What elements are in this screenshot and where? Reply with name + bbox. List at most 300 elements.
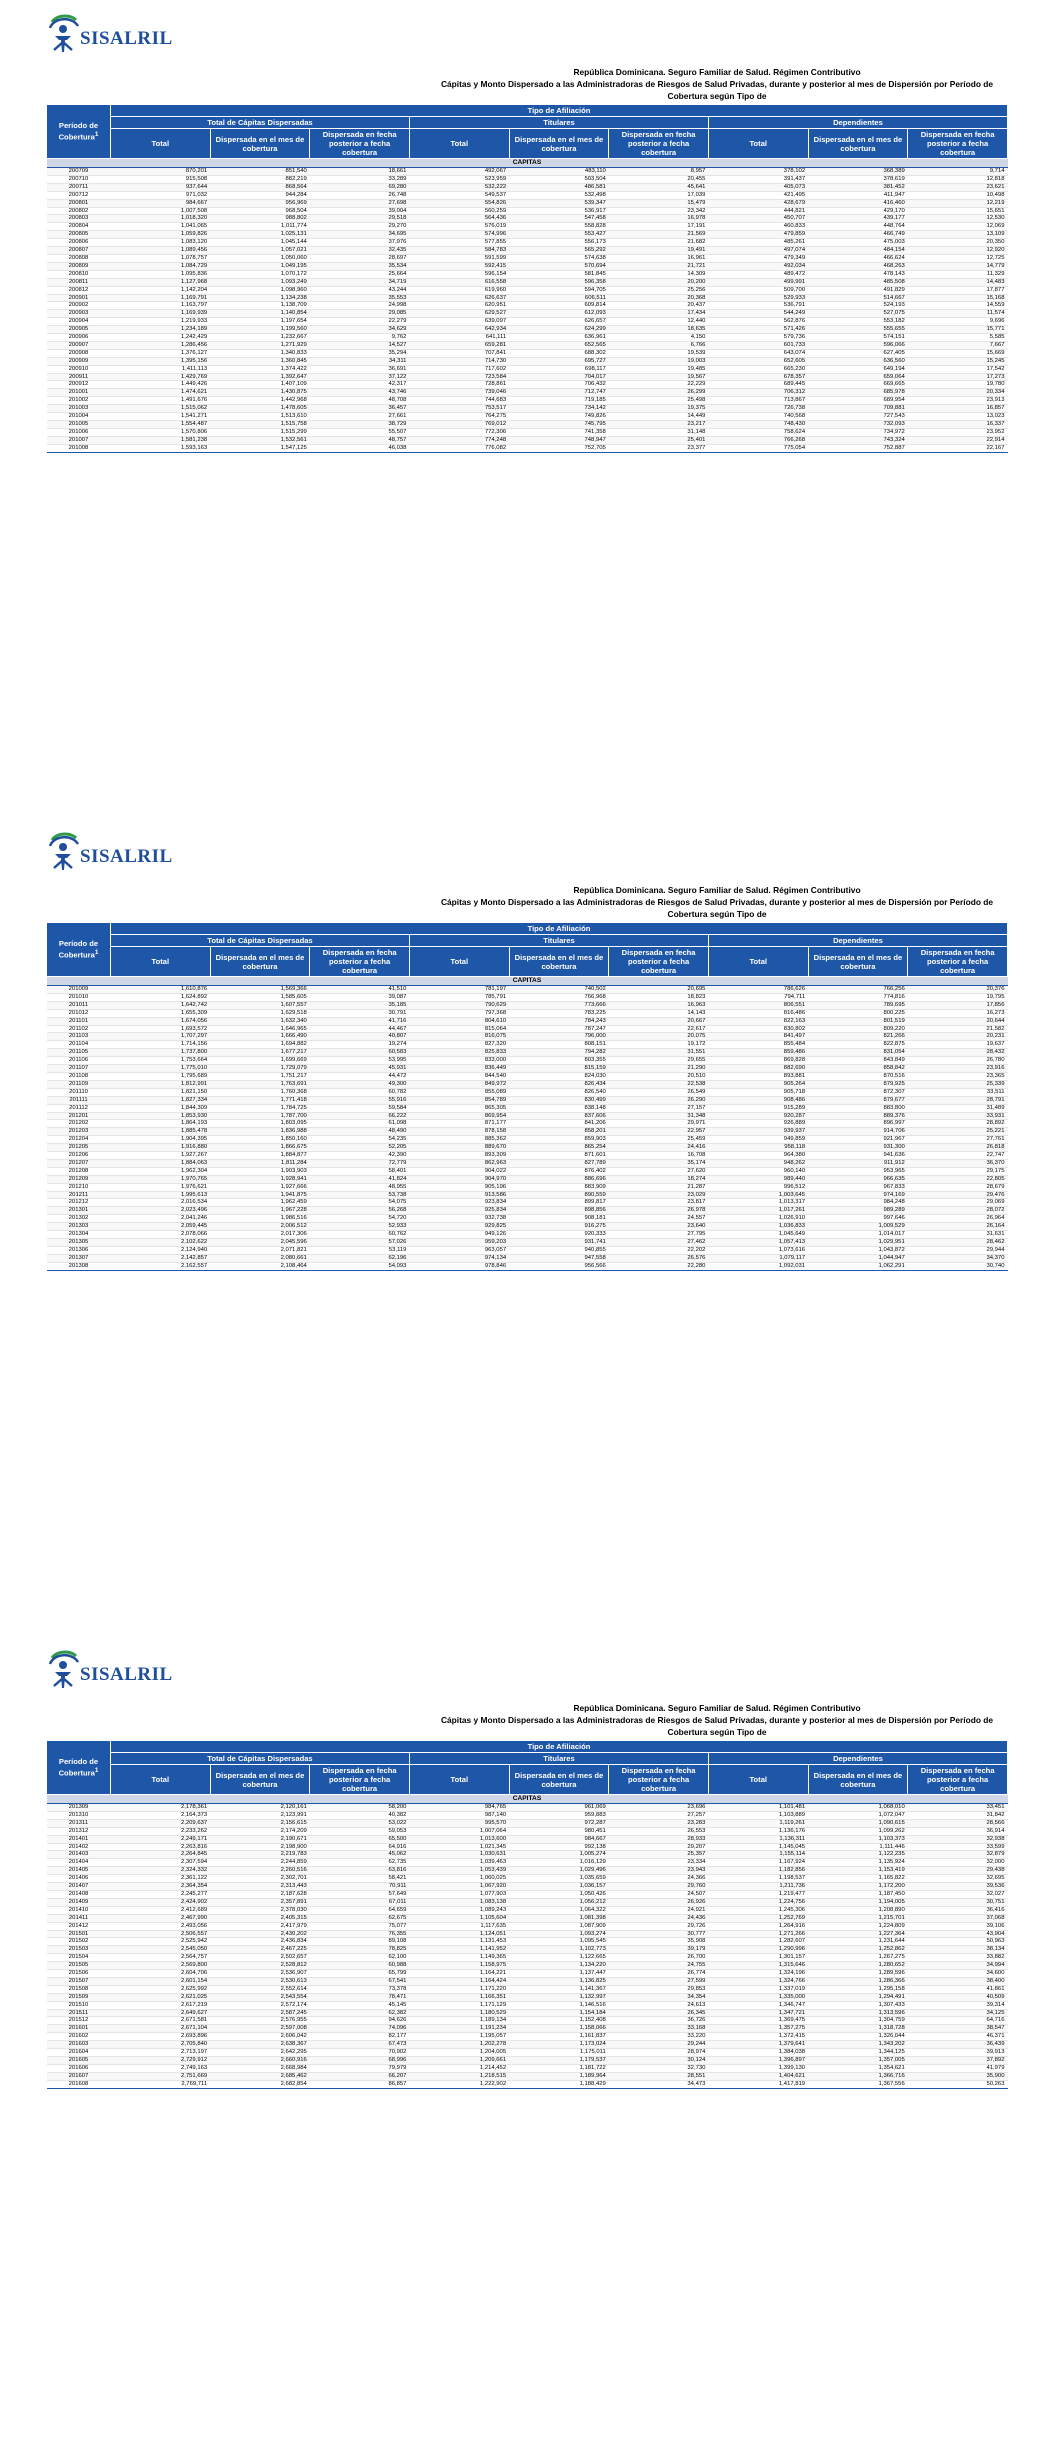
value-cell: 1,399,130 xyxy=(708,2064,808,2072)
period-cell: 201512 xyxy=(47,2017,111,2025)
period-cell: 200906 xyxy=(47,334,111,342)
value-cell: 24,557 xyxy=(609,1215,709,1223)
table-row xyxy=(47,1875,1008,1883)
value-cell: 479,349 xyxy=(708,254,808,262)
value-cell: 830,802 xyxy=(708,1025,808,1033)
value-cell: 73,378 xyxy=(310,1985,410,1993)
value-cell: 40,509 xyxy=(908,1993,1008,2001)
value-cell: 19,567 xyxy=(609,373,709,381)
period-cell: 201409 xyxy=(47,1898,111,1906)
value-cell: 28,974 xyxy=(609,2049,709,2057)
value-cell: 17,039 xyxy=(609,191,709,199)
value-cell: 11,329 xyxy=(908,270,1008,278)
value-cell: 833,000 xyxy=(409,1057,509,1065)
value-cell: 596,358 xyxy=(509,278,609,286)
value-cell: 45,641 xyxy=(609,183,709,191)
header-total: Total xyxy=(111,129,211,159)
value-cell: 624,299 xyxy=(509,326,609,334)
header-group-total: Total de Cápitas Dispersadas xyxy=(111,935,410,947)
value-cell: 27,661 xyxy=(310,413,410,421)
value-cell: 54,720 xyxy=(310,1215,410,1223)
value-cell: 1,267,275 xyxy=(808,1954,908,1962)
value-cell: 1,970,765 xyxy=(111,1175,211,1183)
period-cell: 201604 xyxy=(47,2049,111,2057)
value-cell: 23,334 xyxy=(609,1859,709,1867)
value-cell: 28,072 xyxy=(908,1207,1008,1215)
value-cell: 2,749,163 xyxy=(111,2064,211,2072)
value-cell: 1,189,134 xyxy=(409,2017,509,2025)
value-cell: 804,610 xyxy=(409,1017,509,1025)
header-group-titulares: Titulares xyxy=(409,117,708,129)
table-row xyxy=(47,1088,1008,1096)
value-cell: 44,472 xyxy=(310,1072,410,1080)
value-cell: 1,570,806 xyxy=(111,428,211,436)
value-cell: 1,172,200 xyxy=(808,1883,908,1891)
header-durante: Dispersada en el mes de cobertura xyxy=(808,129,908,159)
value-cell: 60,782 xyxy=(310,1088,410,1096)
value-cell: 23,029 xyxy=(609,1191,709,1199)
value-cell: 1,227,364 xyxy=(808,1930,908,1938)
value-cell: 1,821,150 xyxy=(111,1088,211,1096)
value-cell: 523,959 xyxy=(409,175,509,183)
value-cell: 17,877 xyxy=(908,286,1008,294)
value-cell: 20,334 xyxy=(908,389,1008,397)
value-cell: 26,926 xyxy=(609,1898,709,1906)
value-cell: 1,187,450 xyxy=(808,1890,908,1898)
period-cell: 201305 xyxy=(47,1239,111,1247)
value-cell: 448,764 xyxy=(808,223,908,231)
value-cell: 2,120,161 xyxy=(210,1804,310,1812)
table-row xyxy=(47,1898,1008,1906)
report-page xyxy=(0,818,1056,1638)
value-cell: 15,479 xyxy=(609,199,709,207)
value-cell: 826,540 xyxy=(509,1088,609,1096)
value-cell: 38,134 xyxy=(908,1946,1008,1954)
period-cell: 201508 xyxy=(47,1985,111,1993)
value-cell: 732,093 xyxy=(808,421,908,429)
value-cell: 883,909 xyxy=(509,1183,609,1191)
value-cell: 2,502,657 xyxy=(210,1954,310,1962)
period-cell: 201304 xyxy=(47,1231,111,1239)
value-cell: 932,738 xyxy=(409,1215,509,1223)
table-row xyxy=(47,239,1008,247)
value-cell: 836,449 xyxy=(409,1065,509,1073)
value-cell: 1,029,951 xyxy=(808,1239,908,1247)
report-page xyxy=(0,1636,1056,2456)
value-cell: 2,617,219 xyxy=(111,2001,211,2009)
value-cell: 1,242,429 xyxy=(111,334,211,342)
value-cell: 753,517 xyxy=(409,405,509,413)
table-row xyxy=(47,175,1008,183)
value-cell: 652,605 xyxy=(708,357,808,365)
value-cell: 475,003 xyxy=(808,239,908,247)
table-row xyxy=(47,1819,1008,1827)
value-cell: 1,166,351 xyxy=(409,1993,509,2001)
value-cell: 809,220 xyxy=(808,1025,908,1033)
period-cell: 201505 xyxy=(47,1962,111,1970)
table-row xyxy=(47,1246,1008,1254)
table-row xyxy=(47,993,1008,1001)
value-cell: 2,625,992 xyxy=(111,1985,211,1993)
value-cell: 1,043,872 xyxy=(808,1246,908,1254)
title-line: Cápitas y Monto Dispersado a las Administradoras de Riesgos de Salud Privadas, durante y posterior al mes de Dispersión por Período de Cobertura según Tipo de xyxy=(440,79,994,101)
value-cell: 1,095,545 xyxy=(509,1938,609,1946)
value-cell: 1,677,217 xyxy=(210,1049,310,1057)
title-line: República Dominicana. Seguro Familiar de Salud. Régimen Contributivo xyxy=(573,67,861,77)
value-cell: 959,203 xyxy=(409,1239,509,1247)
value-cell: 21,287 xyxy=(609,1183,709,1191)
value-cell: 2,682,854 xyxy=(210,2080,310,2088)
value-cell: 1,007,508 xyxy=(111,207,211,215)
value-cell: 31,551 xyxy=(609,1049,709,1057)
value-cell: 1,976,621 xyxy=(111,1183,211,1191)
value-cell: 6,766 xyxy=(609,341,709,349)
value-cell: 57,649 xyxy=(310,1890,410,1898)
table-row xyxy=(47,1239,1008,1247)
value-cell: 24,921 xyxy=(609,1906,709,1914)
value-cell: 20,200 xyxy=(609,278,709,286)
value-cell: 748,947 xyxy=(509,436,609,444)
period-cell: 200801 xyxy=(47,199,111,207)
value-cell: 62,196 xyxy=(310,1254,410,1262)
table-row xyxy=(47,1065,1008,1073)
value-cell: 42,390 xyxy=(310,1152,410,1160)
value-cell: 776,082 xyxy=(409,444,509,452)
value-cell: 2,621,025 xyxy=(111,1993,211,2001)
value-cell: 862,963 xyxy=(409,1159,509,1167)
table-row xyxy=(47,262,1008,270)
header-tipo-afiliacion: Tipo de Afiliación xyxy=(111,105,1008,117)
value-cell: 1,215,701 xyxy=(808,1914,908,1922)
value-cell: 783,225 xyxy=(509,1009,609,1017)
value-cell: 9,714 xyxy=(908,168,1008,176)
period-cell: 200709 xyxy=(47,168,111,176)
value-cell: 872,307 xyxy=(808,1088,908,1096)
value-cell: 78,825 xyxy=(310,1946,410,1954)
value-cell: 709,881 xyxy=(808,405,908,413)
value-cell: 1,141,952 xyxy=(409,1946,509,1954)
value-cell: 642,934 xyxy=(409,326,509,334)
value-cell: 1,324,196 xyxy=(708,1970,808,1978)
value-cell: 574,996 xyxy=(409,231,509,239)
value-cell: 2,493,056 xyxy=(111,1922,211,1930)
period-cell: 200803 xyxy=(47,215,111,223)
table-row xyxy=(47,349,1008,357)
value-cell: 1,313,596 xyxy=(808,2009,908,2017)
value-cell: 13,023 xyxy=(908,413,1008,421)
header-group-titulares: Titulares xyxy=(409,935,708,947)
value-cell: 1,092,031 xyxy=(708,1262,808,1270)
value-cell: 503,504 xyxy=(509,175,609,183)
value-cell: 38,400 xyxy=(908,1977,1008,1985)
table-row xyxy=(47,1962,1008,1970)
value-cell: 882,690 xyxy=(708,1065,808,1073)
value-cell: 577,855 xyxy=(409,239,509,247)
value-cell: 1,581,238 xyxy=(111,436,211,444)
value-cell: 29,853 xyxy=(609,1985,709,1993)
value-cell: 1,018,320 xyxy=(111,215,211,223)
value-cell: 2,187,628 xyxy=(210,1890,310,1898)
value-cell: 1,357,275 xyxy=(708,2025,808,2033)
value-cell: 925,834 xyxy=(409,1207,509,1215)
period-cell: 201502 xyxy=(47,1938,111,1946)
value-cell: 794,282 xyxy=(509,1049,609,1057)
value-cell: 2,264,845 xyxy=(111,1851,211,1859)
value-cell: 36,691 xyxy=(310,365,410,373)
value-cell: 1,884,877 xyxy=(210,1152,310,1160)
value-cell: 29,244 xyxy=(609,2041,709,2049)
value-cell: 30,751 xyxy=(908,1898,1008,1906)
value-cell: 15,669 xyxy=(908,349,1008,357)
header-group-dependientes: Dependientes xyxy=(708,935,1007,947)
table-row xyxy=(47,254,1008,262)
period-cell: 201210 xyxy=(47,1183,111,1191)
header-periodo: Período de Cobertura$^1$ xyxy=(47,1741,111,1795)
value-cell: 1,775,010 xyxy=(111,1065,211,1073)
table-row xyxy=(47,286,1008,294)
value-cell: 1,357,005 xyxy=(808,2057,908,2065)
value-cell: 871,601 xyxy=(509,1152,609,1160)
value-cell: 1,252,769 xyxy=(708,1914,808,1922)
value-cell: 2,045,596 xyxy=(210,1239,310,1247)
table-row xyxy=(47,1175,1008,1183)
value-cell: 1,795,689 xyxy=(111,1072,211,1080)
value-cell: 17,434 xyxy=(609,310,709,318)
period-cell: 200902 xyxy=(47,302,111,310)
value-cell: 46,371 xyxy=(908,2033,1008,2041)
value-cell: 28,566 xyxy=(908,1819,1008,1827)
value-cell: 1,087,909 xyxy=(509,1922,609,1930)
value-cell: 23,913 xyxy=(908,397,1008,405)
value-cell: 838,148 xyxy=(509,1104,609,1112)
period-cell: 201308 xyxy=(47,1262,111,1270)
value-cell: 821,266 xyxy=(808,1033,908,1041)
period-cell: 201509 xyxy=(47,1993,111,2001)
value-cell: 712,747 xyxy=(509,389,609,397)
value-cell: 2,244,859 xyxy=(210,1859,310,1867)
value-cell: 48,490 xyxy=(310,1128,410,1136)
value-cell: 20,350 xyxy=(908,239,1008,247)
value-cell: 592,415 xyxy=(409,262,509,270)
value-cell: 405,073 xyxy=(708,183,808,191)
value-cell: 2,576,955 xyxy=(210,2017,310,2025)
value-cell: 15,771 xyxy=(908,326,1008,334)
value-cell: 1,146,516 xyxy=(509,2001,609,2009)
value-cell: 82,177 xyxy=(310,2033,410,2041)
value-cell: 29,944 xyxy=(908,1246,1008,1254)
value-cell: 58,421 xyxy=(310,1875,410,1883)
table-row xyxy=(47,2072,1008,2080)
value-cell: 564,436 xyxy=(409,215,509,223)
value-cell: 34,473 xyxy=(609,2080,709,2088)
value-cell: 1,392,647 xyxy=(210,373,310,381)
value-cell: 536,791 xyxy=(708,302,808,310)
value-cell: 886,696 xyxy=(509,1175,609,1183)
value-cell: 2,108,464 xyxy=(210,1262,310,1270)
value-cell: 1,049,195 xyxy=(210,262,310,270)
period-cell: 201510 xyxy=(47,2001,111,2009)
table-row xyxy=(47,1985,1008,1993)
header-group-titulares: Titulares xyxy=(409,1753,708,1765)
value-cell: 1,219,477 xyxy=(708,1890,808,1898)
value-cell: 30,777 xyxy=(609,1930,709,1938)
value-cell: 689,445 xyxy=(708,381,808,389)
value-cell: 1,050,426 xyxy=(509,1890,609,1898)
value-cell: 29,760 xyxy=(609,1883,709,1891)
value-cell: 4,150 xyxy=(609,334,709,342)
value-cell: 68,996 xyxy=(310,2057,410,2065)
value-cell: 24,613 xyxy=(609,2001,709,2009)
value-cell: 536,917 xyxy=(509,207,609,215)
value-cell: 2,564,757 xyxy=(111,1954,211,1962)
value-cell: 1,366,716 xyxy=(808,2072,908,2080)
value-cell: 997,646 xyxy=(808,1215,908,1223)
value-cell: 32,695 xyxy=(908,1875,1008,1883)
value-cell: 64,659 xyxy=(310,1906,410,1914)
period-cell: 201408 xyxy=(47,1890,111,1898)
value-cell: 1,016,129 xyxy=(509,1859,609,1867)
value-cell: 1,737,800 xyxy=(111,1049,211,1057)
value-cell: 38,729 xyxy=(310,421,410,429)
value-cell: 1,442,968 xyxy=(210,397,310,405)
value-cell: 12,069 xyxy=(908,223,1008,231)
value-cell: 32,027 xyxy=(908,1890,1008,1898)
table-row xyxy=(47,1946,1008,1954)
value-cell: 741,358 xyxy=(509,428,609,436)
value-cell: 579,736 xyxy=(708,334,808,342)
value-cell: 43,244 xyxy=(310,286,410,294)
sisalril-emblem-icon xyxy=(46,12,80,56)
value-cell: 1,864,193 xyxy=(111,1120,211,1128)
period-cell: 200807 xyxy=(47,247,111,255)
value-cell: 879,925 xyxy=(808,1080,908,1088)
value-cell: 26,774 xyxy=(609,1970,709,1978)
value-cell: 15,245 xyxy=(908,357,1008,365)
value-cell: 2,162,557 xyxy=(111,1262,211,1270)
value-cell: 855,484 xyxy=(708,1041,808,1049)
period-cell: 201411 xyxy=(47,1914,111,1922)
value-cell: 565,292 xyxy=(509,247,609,255)
value-cell: 1,167,924 xyxy=(708,1859,808,1867)
value-cell: 486,581 xyxy=(509,183,609,191)
value-cell: 1,182,856 xyxy=(708,1867,808,1875)
value-cell: 1,105,604 xyxy=(409,1914,509,1922)
value-cell: 2,102,622 xyxy=(111,1239,211,1247)
value-cell: 1,007,064 xyxy=(409,1827,509,1835)
value-cell: 50,963 xyxy=(908,1938,1008,1946)
header-posterior: Dispersada en fecha posterior a fecha cobertura xyxy=(908,129,1008,159)
value-cell: 36,457 xyxy=(310,405,410,413)
value-cell: 713,867 xyxy=(708,397,808,405)
value-cell: 65,500 xyxy=(310,1835,410,1843)
value-cell: 1,827,334 xyxy=(111,1096,211,1104)
value-cell: 911,912 xyxy=(808,1159,908,1167)
value-cell: 497,074 xyxy=(708,247,808,255)
period-cell: 200810 xyxy=(47,270,111,278)
period-cell: 200805 xyxy=(47,231,111,239)
value-cell: 24,416 xyxy=(609,1144,709,1152)
value-cell: 968,504 xyxy=(210,207,310,215)
value-cell: 688,302 xyxy=(509,349,609,357)
value-cell: 2,016,534 xyxy=(111,1199,211,1207)
table-row xyxy=(47,1025,1008,1033)
value-cell: 594,705 xyxy=(509,286,609,294)
value-cell: 659,064 xyxy=(808,373,908,381)
value-cell: 14,779 xyxy=(908,262,1008,270)
value-cell: 1,763,691 xyxy=(210,1080,310,1088)
value-cell: 14,483 xyxy=(908,278,1008,286)
value-cell: 1,294,491 xyxy=(808,1993,908,2001)
value-cell: 34,600 xyxy=(908,1970,1008,1978)
value-cell: 775,054 xyxy=(708,444,808,452)
value-cell: 1,340,833 xyxy=(210,349,310,357)
value-cell: 19,637 xyxy=(908,1041,1008,1049)
value-cell: 2,668,984 xyxy=(210,2064,310,2072)
value-cell: 1,885,478 xyxy=(111,1128,211,1136)
value-cell: 44,467 xyxy=(310,1025,410,1033)
value-cell: 953,965 xyxy=(808,1167,908,1175)
table-row xyxy=(47,1835,1008,1843)
value-cell: 1,127,968 xyxy=(111,278,211,286)
value-cell: 1,927,666 xyxy=(210,1183,310,1191)
value-cell: 972,287 xyxy=(509,1819,609,1827)
value-cell: 1,376,127 xyxy=(111,349,211,357)
value-cell: 639,097 xyxy=(409,318,509,326)
value-cell: 20,510 xyxy=(609,1072,709,1080)
value-cell: 2,751,669 xyxy=(111,2072,211,2080)
value-cell: 509,700 xyxy=(708,286,808,294)
value-cell: 984,667 xyxy=(111,199,211,207)
value-cell: 727,543 xyxy=(808,413,908,421)
value-cell: 1,904,395 xyxy=(111,1136,211,1144)
table-row xyxy=(47,1009,1008,1017)
value-cell: 2,528,812 xyxy=(210,1962,310,1970)
value-cell: 5,585 xyxy=(908,334,1008,342)
value-cell: 1,036,157 xyxy=(509,1883,609,1891)
period-cell: 201309 xyxy=(47,1804,111,1812)
value-cell: 2,071,821 xyxy=(210,1246,310,1254)
value-cell: 1,515,758 xyxy=(210,421,310,429)
period-cell: 200808 xyxy=(47,254,111,262)
value-cell: 39,004 xyxy=(310,207,410,215)
value-cell: 64,916 xyxy=(310,1843,410,1851)
value-cell: 1,124,051 xyxy=(409,1930,509,1938)
period-cell: 200809 xyxy=(47,262,111,270)
table-row xyxy=(47,1001,1008,1009)
value-cell: 1,367,556 xyxy=(808,2080,908,2088)
value-cell: 27,620 xyxy=(609,1167,709,1175)
value-cell: 27,462 xyxy=(609,1239,709,1247)
value-cell: 14,143 xyxy=(609,1009,709,1017)
value-cell: 797,368 xyxy=(409,1009,509,1017)
value-cell: 816,486 xyxy=(708,1009,808,1017)
period-cell: 201003 xyxy=(47,405,111,413)
value-cell: 913,586 xyxy=(409,1191,509,1199)
value-cell: 53,022 xyxy=(310,1819,410,1827)
value-cell: 2,693,896 xyxy=(111,2033,211,2041)
value-cell: 1,189,964 xyxy=(509,2072,609,2080)
value-cell: 26,576 xyxy=(609,1254,709,1262)
value-cell: 549,537 xyxy=(409,191,509,199)
table-row xyxy=(47,318,1008,326)
period-cell: 201204 xyxy=(47,1136,111,1144)
value-cell: 32,000 xyxy=(908,1859,1008,1867)
value-cell: 815,064 xyxy=(409,1025,509,1033)
table-row xyxy=(47,1223,1008,1231)
table-row xyxy=(47,2041,1008,2049)
value-cell: 744,683 xyxy=(409,397,509,405)
value-cell: 45,062 xyxy=(310,1851,410,1859)
